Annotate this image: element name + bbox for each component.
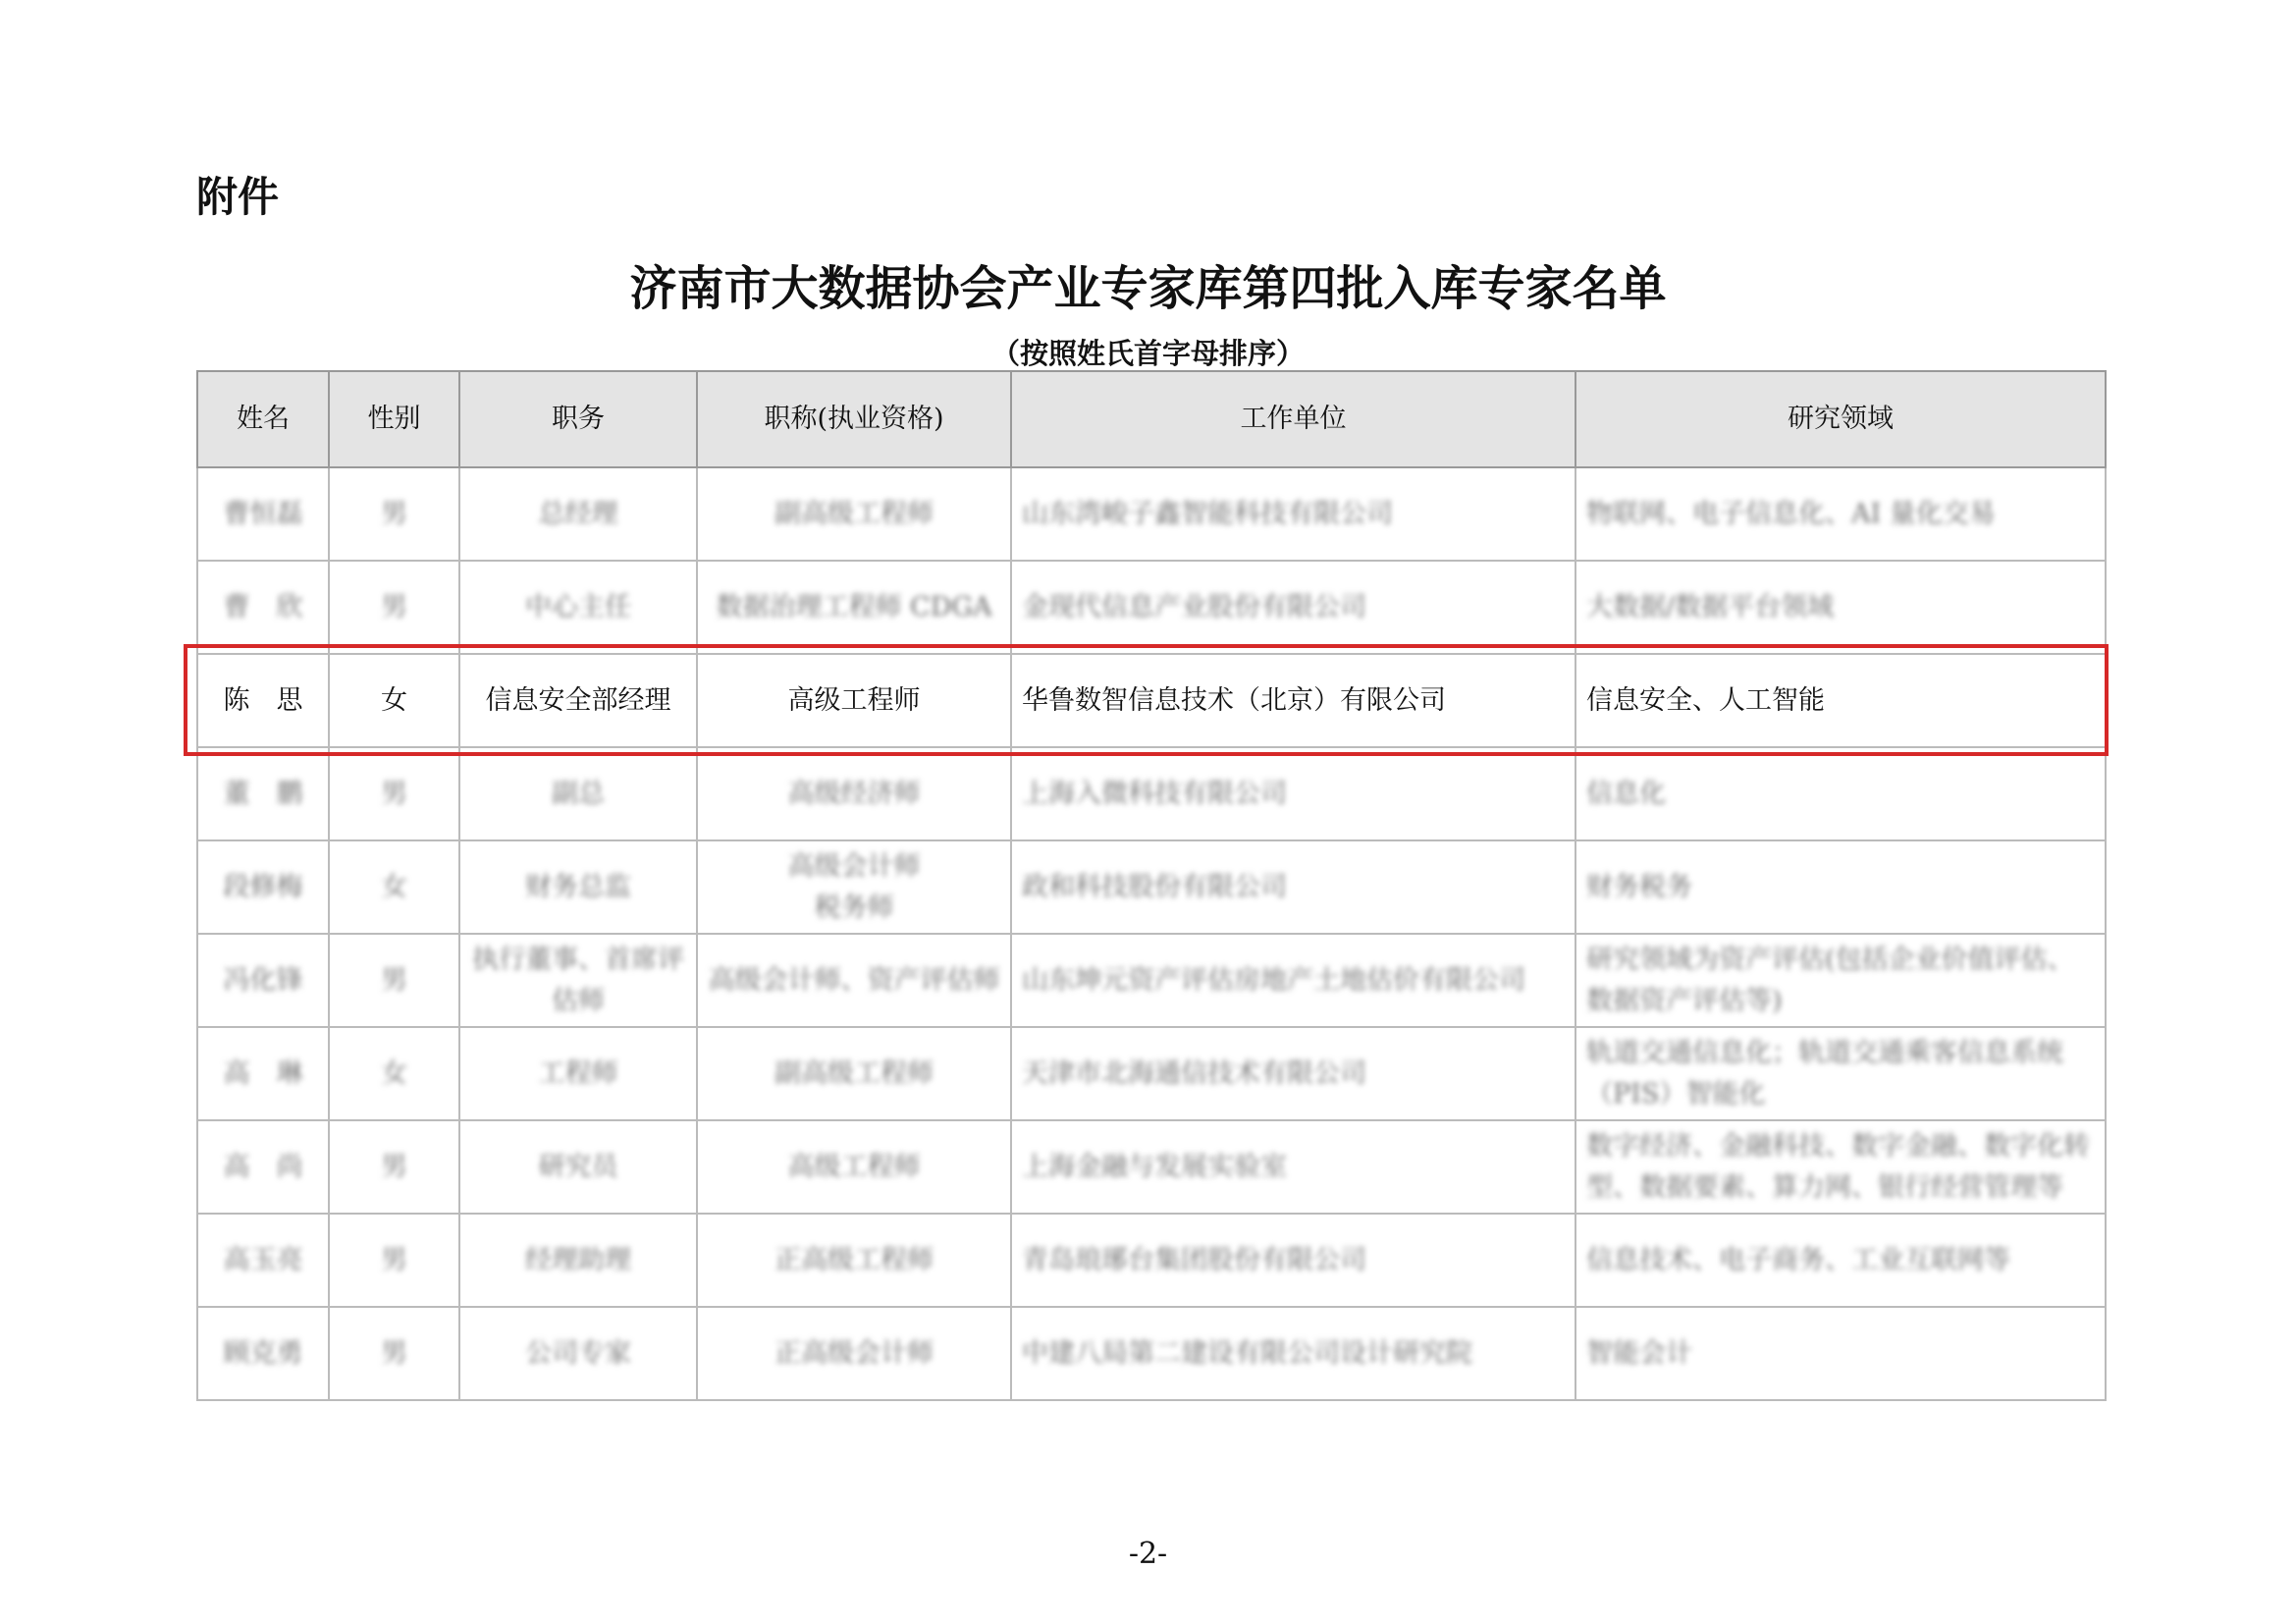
cell-position: 副总 xyxy=(459,747,697,840)
cell-company: 天津市北海通信技术有限公司 xyxy=(1011,1027,1575,1120)
cell-gender: 男 xyxy=(329,1120,459,1214)
cell-name: 高 尚 xyxy=(197,1120,329,1214)
cell-field: 数字经济、金融科技、数字金融、数字化转型、数据要素、算力网、银行经营管理等 xyxy=(1575,1120,2106,1214)
header-gender: 性别 xyxy=(329,371,459,467)
cell-title: 高级会计师、资产评估师 xyxy=(697,934,1011,1027)
table-row xyxy=(197,1120,2106,1214)
cell-gender: 男 xyxy=(329,1307,459,1400)
attachment-label: 附件 xyxy=(196,173,280,221)
table-row xyxy=(197,561,2106,654)
table-row xyxy=(197,840,2106,934)
table-row xyxy=(197,934,2106,1027)
cell-company: 金现代信息产业股份有限公司 xyxy=(1011,561,1575,654)
document-subtitle: （按照姓氏首字母排序） xyxy=(990,337,1305,370)
cell-position: 中心主任 xyxy=(459,561,697,654)
cell-company: 华鲁数智信息技术（北京）有限公司 xyxy=(1011,654,1575,747)
cell-title: 高级经济师 xyxy=(697,747,1011,840)
table-row xyxy=(197,654,2106,747)
page-number: -2- xyxy=(1128,1537,1168,1571)
cell-position: 公司专家 xyxy=(459,1307,697,1400)
cell-title: 高级工程师 xyxy=(697,654,1011,747)
cell-position: 执行董事、首席评估师 xyxy=(459,934,697,1027)
cell-gender: 女 xyxy=(329,654,459,747)
cell-title: 正高级会计师 xyxy=(697,1307,1011,1400)
cell-field: 轨道交通信息化；轨道交通乘客信息系统（PIS）智能化 xyxy=(1575,1027,2106,1120)
cell-company: 政和科技股份有限公司 xyxy=(1011,840,1575,934)
cell-name: 段修梅 xyxy=(197,840,329,934)
cell-name: 顾克勇 xyxy=(197,1307,329,1400)
cell-title: 数据治理工程师 CDGA xyxy=(697,561,1011,654)
table-row xyxy=(197,1027,2106,1120)
cell-name: 陈 思 xyxy=(197,654,329,747)
cell-name: 董 鹏 xyxy=(197,747,329,840)
header-company: 工作单位 xyxy=(1011,371,1575,467)
cell-position: 工程师 xyxy=(459,1027,697,1120)
cell-title: 高级会计师 税务师 xyxy=(697,840,1011,934)
cell-name: 高玉亮 xyxy=(197,1214,329,1307)
cell-field: 财务税务 xyxy=(1575,840,2106,934)
cell-field: 信息技术、电子商务、工业互联网等 xyxy=(1575,1214,2106,1307)
expert-table xyxy=(196,370,2107,1401)
cell-gender: 女 xyxy=(329,840,459,934)
cell-position: 总经理 xyxy=(459,467,697,561)
cell-field: 信息安全、人工智能 xyxy=(1575,654,2106,747)
table-row xyxy=(197,467,2106,561)
cell-title: 副高级工程师 xyxy=(697,467,1011,561)
header-field: 研究领域 xyxy=(1575,371,2106,467)
table-row xyxy=(197,1307,2106,1400)
cell-gender: 男 xyxy=(329,561,459,654)
cell-field: 物联网、电子信息化、AI 量化交易 xyxy=(1575,467,2106,561)
table-row xyxy=(197,1214,2106,1307)
header-name: 姓名 xyxy=(197,371,329,467)
cell-gender: 女 xyxy=(329,1027,459,1120)
cell-gender: 男 xyxy=(329,1214,459,1307)
table-header-row xyxy=(197,371,2106,467)
document-title: 济南市大数据协会产业专家库第四批入库专家名单 xyxy=(629,261,1667,316)
cell-position: 研究员 xyxy=(459,1120,697,1214)
header-title: 职称(执业资格) xyxy=(697,371,1011,467)
cell-gender: 男 xyxy=(329,747,459,840)
cell-field: 信息化 xyxy=(1575,747,2106,840)
cell-gender: 男 xyxy=(329,934,459,1027)
cell-name: 冯化锋 xyxy=(197,934,329,1027)
cell-position: 信息安全部经理 xyxy=(459,654,697,747)
table-body xyxy=(197,467,2106,1400)
header-position: 职务 xyxy=(459,371,697,467)
cell-name: 曹恒磊 xyxy=(197,467,329,561)
cell-company: 上海入微科技有限公司 xyxy=(1011,747,1575,840)
cell-field: 研究领域为资产评估(包括企业价值评估、数据资产评估等) xyxy=(1575,934,2106,1027)
cell-company: 上海金融与发展实验室 xyxy=(1011,1120,1575,1214)
cell-name: 曹 欣 xyxy=(197,561,329,654)
cell-title: 高级工程师 xyxy=(697,1120,1011,1214)
cell-company: 山东湾峻子鑫智能科技有限公司 xyxy=(1011,467,1575,561)
cell-company: 青岛琅琊台集团股份有限公司 xyxy=(1011,1214,1575,1307)
cell-position: 财务总监 xyxy=(459,840,697,934)
cell-name: 高 琳 xyxy=(197,1027,329,1120)
table-row xyxy=(197,747,2106,840)
cell-company: 中建八局第二建设有限公司设计研究院 xyxy=(1011,1307,1575,1400)
cell-field: 智能会计 xyxy=(1575,1307,2106,1400)
cell-title: 副高级工程师 xyxy=(697,1027,1011,1120)
cell-gender: 男 xyxy=(329,467,459,561)
cell-title: 正高级工程师 xyxy=(697,1214,1011,1307)
cell-position: 经理助理 xyxy=(459,1214,697,1307)
cell-field: 大数据/数据平台领域 xyxy=(1575,561,2106,654)
cell-company: 山东坤元资产评估房地产土地估价有限公司 xyxy=(1011,934,1575,1027)
